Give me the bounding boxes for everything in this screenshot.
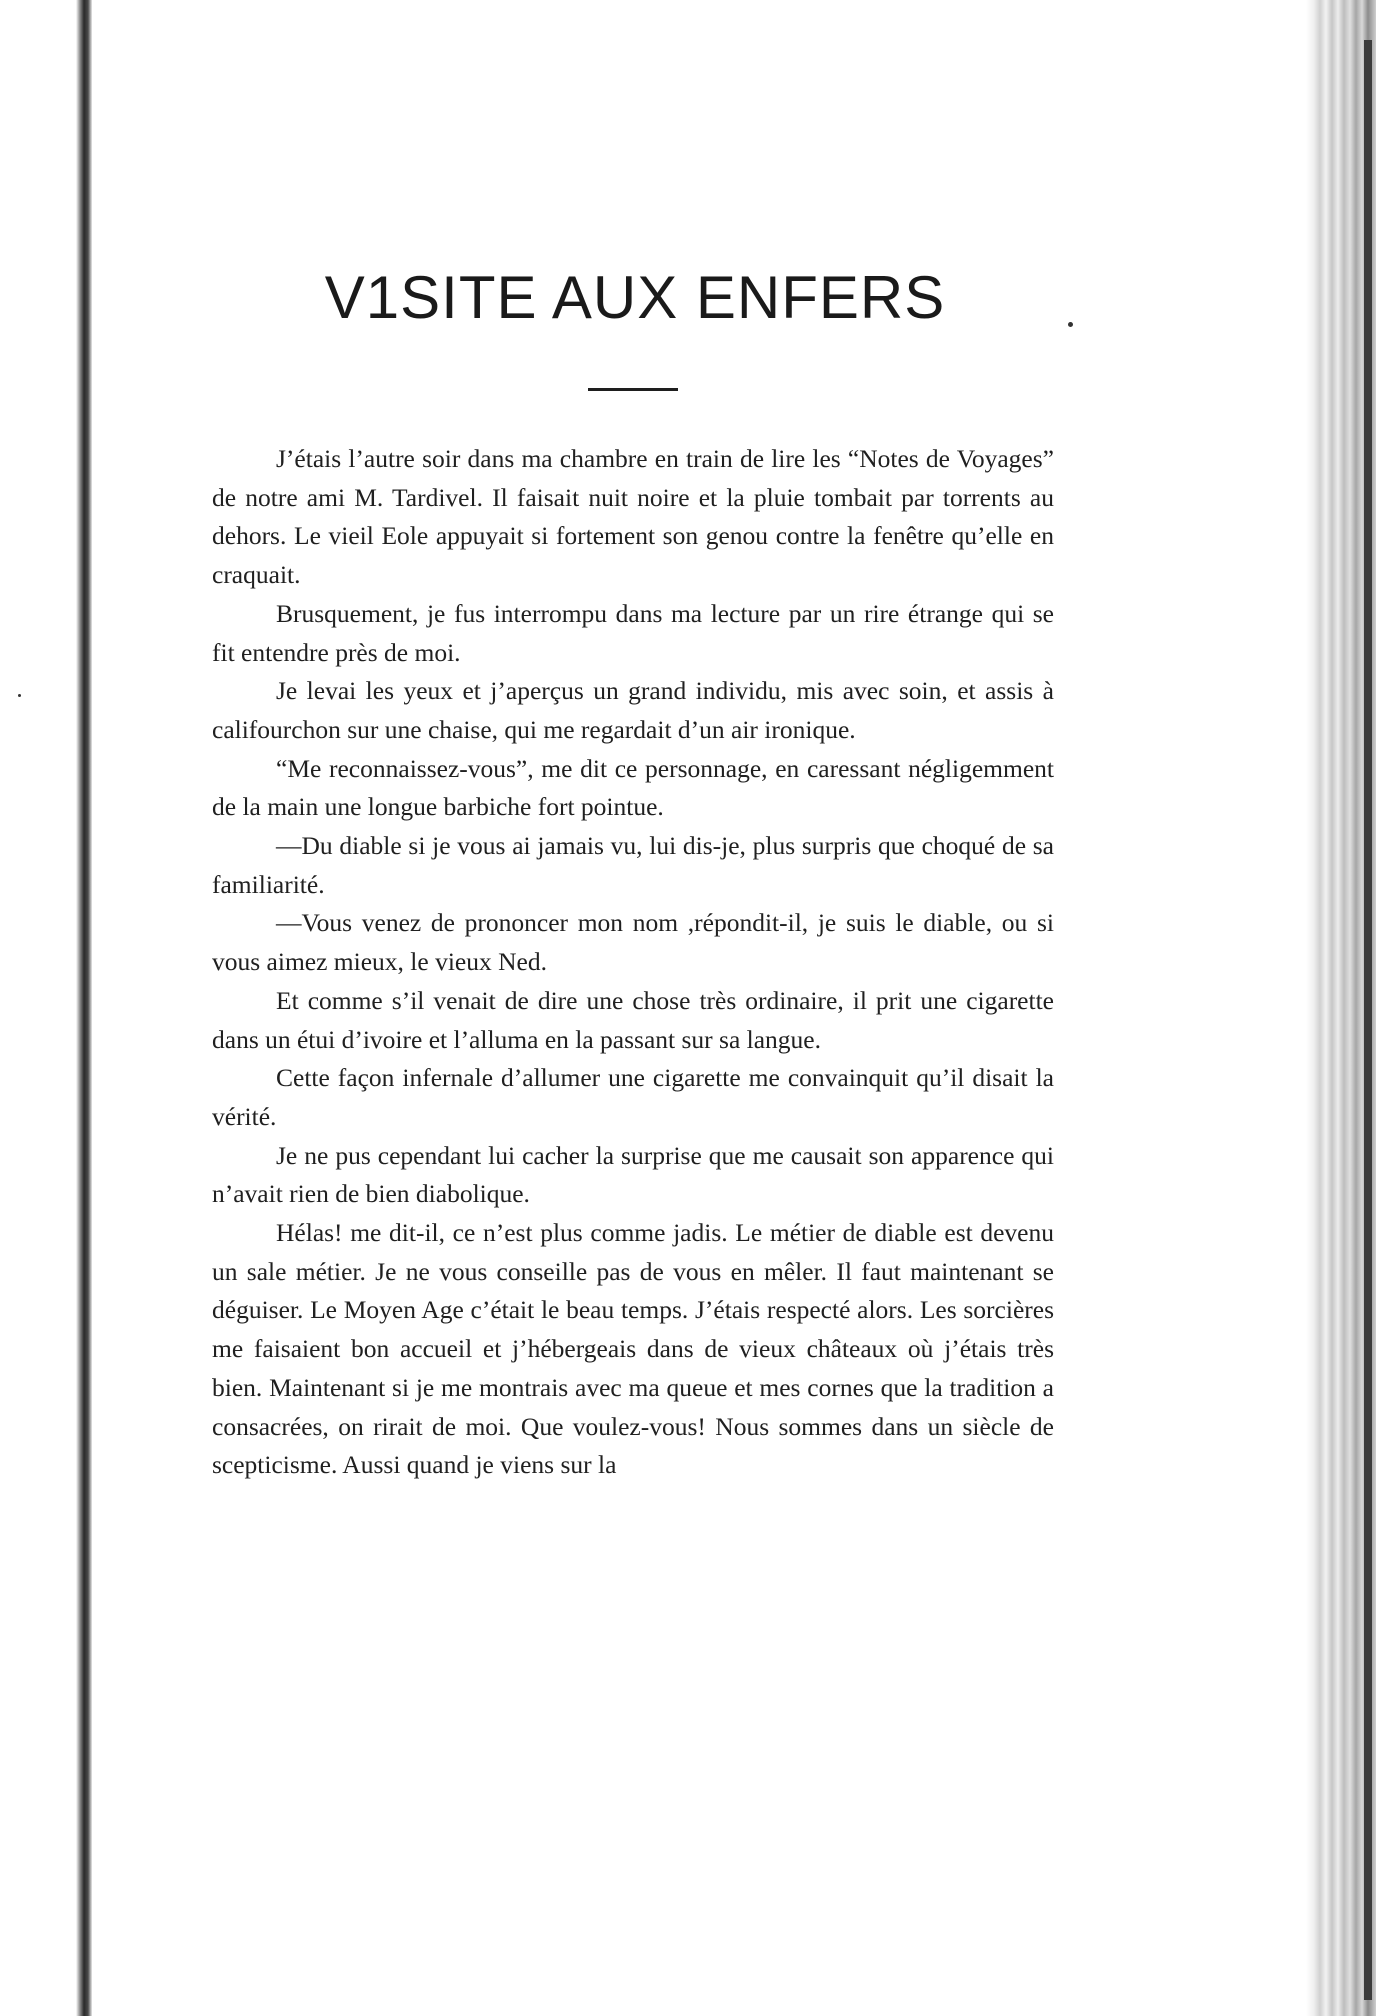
- paragraph-9: Je ne pus cependant lui cacher la surprise que me causait son apparence qui n’avait rien de bien diabolique.: [212, 1140, 1054, 1209]
- right-page-edges: [1306, 0, 1376, 2016]
- paragraph-1: J’étais l’autre soir dans ma chambre en train de lire les “Notes de Voyages” de notre ami M. Tardivel. Il faisait nuit noire et la pluie tombait par torrents au dehors. Le vieil Eole appuyait si fortement son genou contre la fenêtre qu’elle en craquait.: [212, 444, 1054, 590]
- paragraph-5: —Du diable si je vous ai jamais vu, lui dis-je, plus surpris que choqué de sa familiarité.: [212, 831, 1054, 899]
- paragraph-4: “Me reconnaissez-vous”, me dit ce personnage, en caressant négligemment de la main une longue barbiche fort pointue.: [212, 753, 1054, 822]
- scan-speck: [1068, 322, 1073, 327]
- body-text: [212, 440, 1054, 1485]
- paragraph-7: Et comme s’il venait de dire une chose très ordinaire, il prit une cigarette dans un étui d’ivoire et l’alluma en la passant sur sa langue.: [212, 985, 1054, 1054]
- paragraph-3: Je levai les yeux et j’aperçus un grand individu, mis avec soin, et assis à califourchon sur une chaise, qui me regardait d’un air ironique.: [212, 676, 1054, 744]
- paragraph-8: Cette façon infernale d’allumer une cigarette me convainquit qu’il disait la vérité.: [212, 1063, 1054, 1131]
- paragraph-2: Brusquement, je fus interrompu dans ma lecture par un rire étrange qui se fit entendre près de moi.: [212, 598, 1054, 667]
- chapter-title: V1SITE AUX ENFERS: [324, 264, 946, 331]
- paragraph-10: Hélas! me dit-il, ce n’est plus comme jadis. Le métier de diable est devenu un sale métier. Je ne vous conseille pas de vous en mêler. Il faut maintenant se déguiser. Le Moyen Age c’était le beau temps. J’étais respecté alors. Les sorcières me faisaient bon accueil et j’hébergeais dans de vieux châteaux où j’étais très bien. Maintenant si je me montrais avec ma queue et mes cornes que la tradition a consacrées, on rirait de moi. Que voulez-vous! Nous sommes dans un siècle de scepticisme. Aussi quand je viens sur la: [212, 1218, 1054, 1480]
- paragraph-6: —Vous venez de prononcer mon nom ,répondit-il, je suis le diable, ou si vous aimez mieux, le vieux Ned.: [212, 908, 1054, 977]
- scan-speck: [18, 694, 21, 697]
- title-rule: [588, 388, 678, 391]
- left-binding-edge: [0, 0, 92, 2016]
